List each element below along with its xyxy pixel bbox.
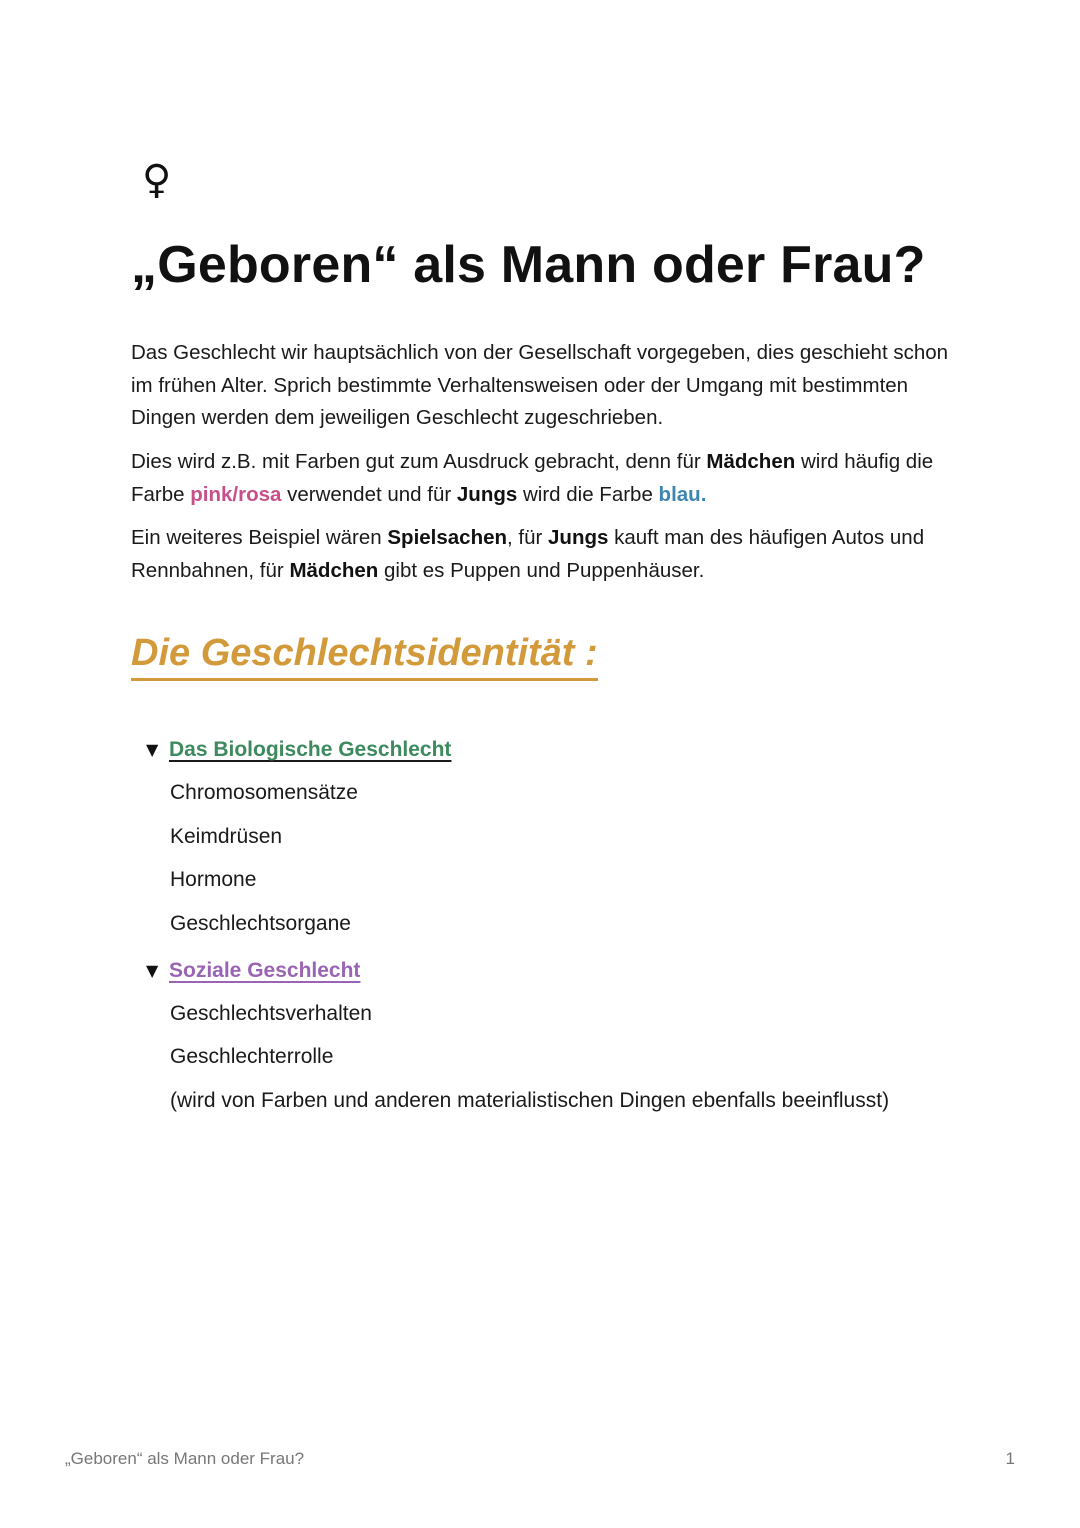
bold-maedchen: Mädchen	[706, 450, 796, 473]
venus-icon: ♀	[142, 157, 172, 203]
text-segment: gibt es Puppen und Puppenhäuser.	[378, 558, 705, 582]
toggle-social-sex[interactable]	[146, 956, 360, 986]
bold-jungs: Jungs	[548, 526, 609, 549]
bold-spielsachen: Spielsachen	[387, 526, 508, 549]
list-item: Geschlechterrolle	[170, 1045, 334, 1068]
group-label-biological: Das Biologische Geschlecht	[169, 738, 452, 761]
text-segment: Ein weiteres Beispiel wären	[131, 526, 388, 549]
list-item: Keimdrüsen	[170, 825, 283, 848]
intro-paragraph: Das Geschlecht wir hauptsächlich von der Gesellschaft vorgegeben, dies geschieht schon im frühen Alter. Sprich bestimmte Verhaltensweisen oder der Umgang mit bestimmten Dingen werden dem jeweiligen Geschlecht zugeschrieben.	[131, 341, 949, 429]
text-segment: kauft man des häufigen Autos und Rennbahnen, für	[131, 526, 925, 582]
page-title: „Geboren“ als Mann oder Frau?	[131, 236, 926, 294]
toggle-triangle-icon: ▼	[146, 740, 159, 759]
colors-paragraph	[131, 446, 951, 511]
text-segment: verwendet und für	[281, 482, 457, 506]
blau-highlight: blau.	[658, 482, 707, 506]
text-segment: wird häufig die Farbe	[131, 450, 934, 506]
toggle-biological-sex[interactable]	[146, 735, 451, 765]
list-item: (wird von Farben und anderen materialistischen Dingen ebenfalls beeinflusst)	[170, 1089, 890, 1112]
toys-paragraph	[131, 522, 951, 587]
page-number: 1	[1005, 1449, 1015, 1468]
toggle-triangle-icon: ▼	[146, 961, 159, 980]
footer-title: „Geboren“ als Mann oder Frau?	[65, 1449, 305, 1468]
list-item: Chromosomensätze	[170, 781, 358, 804]
pink-rosa-highlight: pink/rosa	[190, 482, 282, 506]
text-segment: , für	[507, 526, 549, 549]
list-item: Hormone	[170, 868, 257, 891]
bold-maedchen: Mädchen	[289, 558, 379, 582]
text-segment: Dies wird z.B. mit Farben gut zum Ausdruck gebracht, denn für	[131, 450, 707, 473]
text-segment: wird die Farbe	[517, 482, 659, 506]
list-item: Geschlechtsverhalten	[170, 1002, 372, 1025]
section-heading: Die Geschlechtsidentität :	[131, 628, 598, 681]
bold-jungs: Jungs	[456, 482, 518, 506]
list-item: Geschlechtsorgane	[170, 912, 351, 935]
group-label-social: Soziale Geschlecht	[169, 959, 361, 982]
